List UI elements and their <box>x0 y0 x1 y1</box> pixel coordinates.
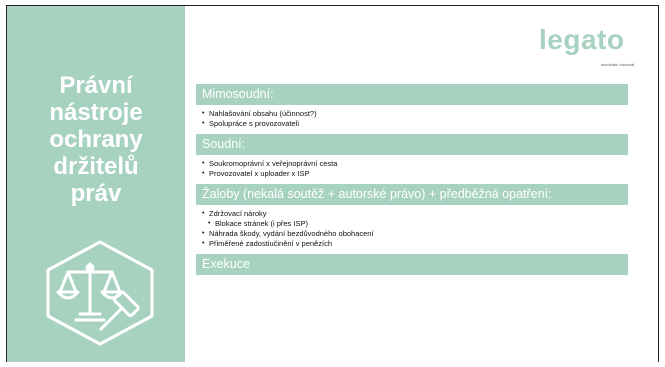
logo-subtitle: advokátní kancelář <box>601 62 635 67</box>
slide <box>6 5 659 362</box>
title-line: nástroje <box>49 99 143 126</box>
list-item: • Blokace stránek (i přes ISP) <box>196 219 628 229</box>
list-item: • Nahlašování obsahu (účinnost?) <box>196 109 628 119</box>
title-line: práv <box>70 180 122 207</box>
list-item: • Spolupráce s provozovateli <box>196 119 628 129</box>
section-list <box>196 109 628 129</box>
left-panel <box>7 6 185 362</box>
list-item: • Provozovatel x uploader x ISP <box>196 169 628 179</box>
list-item: • Soukromoprávní x veřejnoprávní cesta <box>196 159 628 169</box>
section-heading: Žaloby (nekalá soutěž + autorské právo) + předběžná opatření: <box>196 184 628 205</box>
slide-title <box>7 72 185 207</box>
list-item: • Náhrada škody, vydání bezdůvodného obohacení <box>196 229 628 239</box>
section-list <box>196 159 628 179</box>
section-heading: Exekuce <box>196 254 628 275</box>
list-item: • Zdržovací nároky <box>196 209 628 219</box>
slide-content <box>196 84 628 279</box>
legato-logo <box>539 24 643 70</box>
title-line: Právní <box>59 72 133 99</box>
section-list <box>196 209 628 249</box>
list-item: • Přiměřené zadostiučinění v penězích <box>196 239 628 249</box>
section-heading: Mimosoudní: <box>196 84 628 105</box>
law-scales-gavel-icon <box>40 238 160 348</box>
title-line: ochrany <box>49 126 143 153</box>
title-line: držitelů <box>53 153 139 180</box>
logo-text: legato <box>539 24 625 55</box>
section-heading: Soudní: <box>196 134 628 155</box>
